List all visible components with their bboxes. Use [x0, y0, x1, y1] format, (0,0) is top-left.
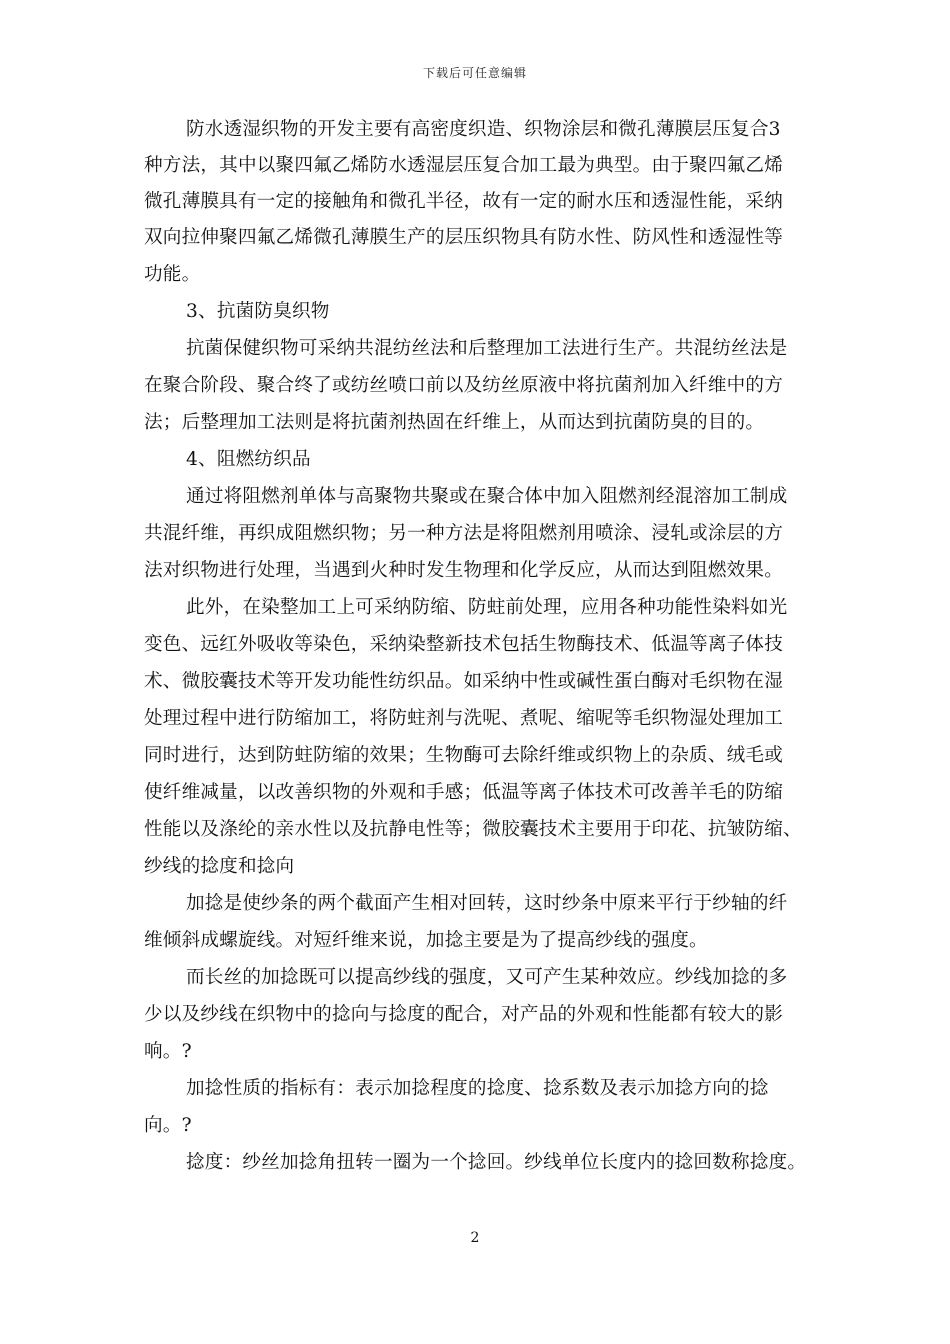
- page-number: 2: [470, 1230, 480, 1246]
- text-line: 性能以及涤纶的亲水性以及抗静电性等；微胶囊技术主要用于印花、抗皱防缩、: [144, 819, 802, 840]
- text-line: 加捻性质的指标有：表示加捻程度的捻度、捻系数及表示加捻方向的捻: [186, 1078, 769, 1099]
- text-line: 向。?: [144, 1115, 192, 1136]
- section-heading: 4、阻燃纺织品: [186, 449, 311, 470]
- text-line: 功能。: [144, 264, 201, 285]
- text-line: 种方法，其中以聚四氟乙烯防水透湿层压复合加工最为典型。由于聚四氟乙烯: [144, 155, 783, 176]
- section-heading: 3、抗菌防臭织物: [186, 301, 330, 322]
- text-line: 抗菌保健织物可采纳共混纺丝法和后整理加工法进行生产。共混纺丝法是: [186, 338, 788, 359]
- text-line: 同时进行，达到防蛀防缩的效果；生物酶可去除纤维或织物上的杂质、绒毛或: [144, 745, 783, 766]
- text-line: 加捻是使纱条的两个截面产生相对回转，这时纱条中原来平行于纱轴的纤: [186, 893, 788, 914]
- text-line: 法；后整理加工法则是将抗菌剂热固在纤维上，从而达到抗菌防臭的目的。: [144, 412, 765, 433]
- text-line: 在聚合阶段、聚合终了或纺丝喷口前以及纺丝原液中将抗菌剂加入纤维中的方: [144, 375, 783, 396]
- text-line: 变色、远红外吸收等染色，采纳染整新技术包括生物酶技术、低温等离子体技: [144, 634, 783, 655]
- text-line: 响。?: [144, 1041, 192, 1062]
- text-line: 共混纤维，再织成阻燃织物；另一种方法是将阻燃剂用喷涂、浸轧或涂层的方: [144, 523, 783, 544]
- text-line: 微孔薄膜具有一定的接触角和微孔半径，故有一定的耐水压和透湿性能，采纳: [144, 191, 783, 212]
- text-line: 此外，在染整加工上可采纳防缩、防蛀前处理，应用各种功能性染料如光: [186, 597, 788, 618]
- text-line: 法对织物进行处理，当遇到火种时发生物理和化学反应，从而达到阻燃效果。: [144, 560, 783, 581]
- text-line: 双向拉伸聚四氟乙烯微孔薄膜生产的层压织物具有防水性、防风性和透湿性等: [144, 227, 783, 248]
- text-line: 防水透湿织物的开发主要有高密度织造、织物涂层和微孔薄膜层压复合3: [186, 119, 781, 140]
- text-line: 术、微胶囊技术等开发功能性纺织品。如采纳中性或碱性蛋白酶对毛织物在湿: [144, 671, 783, 692]
- section-heading: 纱线的捻度和捻向: [144, 856, 295, 877]
- text-line: 维倾斜成螺旋线。对短纤维来说，加捻主要是为了提高纱线的强度。: [144, 930, 708, 951]
- text-line: 处理过程中进行防缩加工，将防蛀剂与洗呢、煮呢、缩呢等毛织物湿处理加工: [144, 708, 783, 729]
- text-line: 使纤维减量，以改善织物的外观和手感；低温等离子体技术可改善羊毛的防缩: [144, 782, 783, 803]
- text-line: 而长丝的加捻既可以提高纱线的强度，又可产生某种效应。纱线加捻的多: [186, 967, 788, 988]
- text-line: 通过将阻燃剂单体与高聚物共聚或在聚合体中加入阻燃剂经混溶加工制成: [186, 486, 788, 507]
- text-line: 捻度：纱丝加捻角扭转一圈为一个捻回。纱线单位长度内的捻回数称捻度。: [186, 1152, 807, 1173]
- page-header: 下载后可任意编辑: [422, 66, 527, 80]
- text-line: 少以及纱线在织物中的捻向与捻度的配合，对产品的外观和性能都有较大的影: [144, 1004, 783, 1025]
